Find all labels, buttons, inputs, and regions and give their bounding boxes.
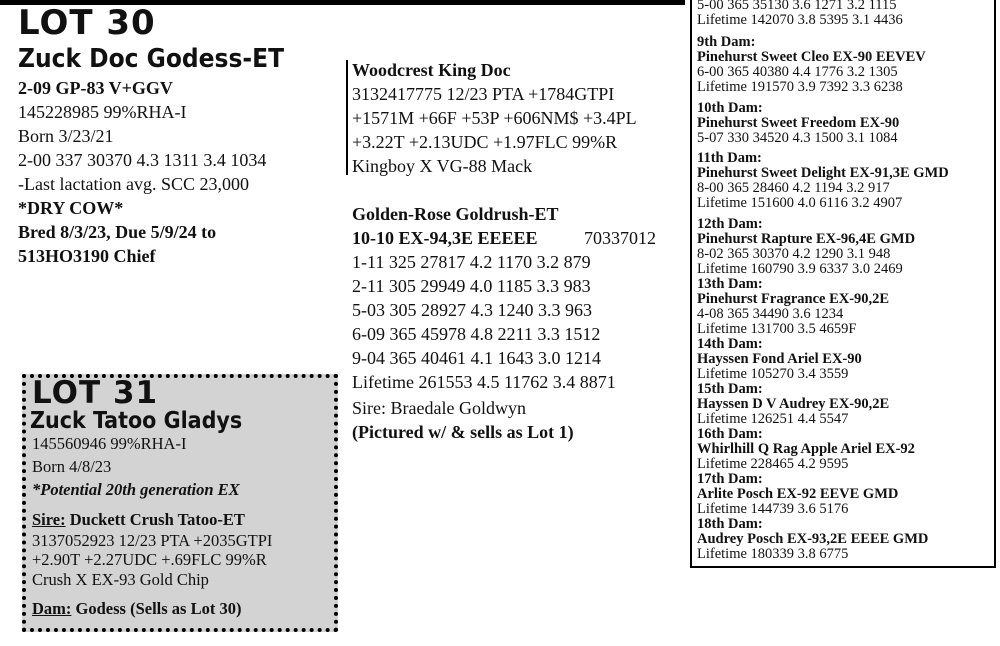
dam-record: 2-11 305 29949 4.0 1185 3.3 983	[352, 276, 591, 296]
pedigree-record: Lifetime 160790 3.9 6337 3.0 2469	[697, 261, 903, 277]
lot-30-registration: 145228985 99%RHA-I	[18, 102, 187, 122]
dam-registration: 70337012	[584, 228, 656, 248]
pedigree-record: 5-00 365 35130 3.6 1271 3.2 1115	[697, 0, 897, 13]
pedigree-record: Lifetime 180339 3.8 6775	[697, 546, 849, 562]
dam-12-label: 12th Dam:	[697, 216, 763, 232]
pedigree-record: Lifetime 105270 3.4 3559	[697, 366, 849, 382]
lot-30-classification: 2-09 GP-83 V+GGV	[18, 78, 173, 98]
lot-30-bred-line-1: Bred 8/3/23, Due 5/9/24 to	[18, 222, 217, 242]
dam-9-label: 9th Dam:	[697, 34, 756, 50]
lot-30-cow-name: Zuck Doc Godess-ET	[18, 44, 285, 74]
dam-record: 1-11 325 27817 4.2 1170 3.2 879	[352, 252, 591, 272]
dam-14-name: Hayssen Fond Ariel EX-90	[697, 351, 862, 367]
sire-line-2: +1571M +66F +53P +606NM$ +3.4PL	[352, 108, 637, 128]
pedigree-record: 6-00 365 40380 4.4 1776 3.2 1305	[697, 64, 898, 80]
pedigree-record: Lifetime 228465 4.2 9595	[697, 456, 849, 472]
pedigree-record: Lifetime 151600 4.0 6116 3.2 4907	[697, 195, 903, 211]
lot-30-scc: -Last lactation avg. SCC 23,000	[18, 174, 249, 194]
lot-31-note: *Potential 20th generation EX	[32, 480, 240, 499]
lot-31-dam-label: Dam:	[32, 599, 72, 618]
dam-11-name: Pinehurst Sweet Delight EX-91,3E GMD	[697, 165, 949, 181]
dam-16-label: 16th Dam:	[697, 426, 763, 442]
lot-31-sire-name: Duckett Crush Tatoo-ET	[65, 510, 245, 529]
pedigree-record: Lifetime 126251 4.4 5547	[697, 411, 849, 427]
dam-17-label: 17th Dam:	[697, 471, 763, 487]
lot-31-sire-label: Sire:	[32, 510, 66, 529]
dam-11-label: 11th Dam:	[697, 150, 762, 166]
dam-15-label: 15th Dam:	[697, 381, 763, 397]
pedigree-record: 4-08 365 34490 3.6 1234	[697, 306, 844, 322]
pedigree-record: Lifetime 142070 3.8 5395 3.1 4436	[697, 12, 903, 28]
sire-line-3: +3.22T +2.13UDC +1.97FLC 99%R	[352, 132, 618, 152]
lot-31-cow-name: Zuck Tatoo Gladys	[30, 408, 243, 434]
dam-10-name: Pinehurst Sweet Freedom EX-90	[697, 115, 900, 131]
lot-31-dam	[32, 598, 241, 620]
lot-30-title: LOT 30	[18, 3, 156, 43]
sire-name: Woodcrest King Doc	[352, 60, 511, 80]
dam-15-name: Hayssen D V Audrey EX-90,2E	[697, 396, 890, 412]
dam-9-name: Pinehurst Sweet Cleo EX-90 EEVEV	[697, 49, 926, 65]
lot-30-bred-line-2: 513HO3190 Chief	[18, 246, 156, 266]
lot-31-born: Born 4/8/23	[32, 457, 112, 476]
dam-classification: 10-10 EX-94,3E EEEEE	[352, 228, 538, 248]
dam-record: 6-09 365 45978 4.8 2211 3.3 1512	[352, 324, 601, 344]
lot-30-born: Born 3/23/21	[18, 126, 114, 146]
dam-12-name: Pinehurst Rapture EX-96,4E GMD	[697, 231, 916, 247]
lot-30-status: *DRY COW*	[18, 198, 124, 218]
dam-13-name: Pinehurst Fragrance EX-90,2E	[697, 291, 890, 307]
pedigree-record: Lifetime 131700 3.5 4659F	[697, 321, 857, 337]
pedigree-record: Lifetime 144739 3.6 5176	[697, 501, 849, 517]
lot-30-record: 2-00 337 30370 4.3 1311 3.4 1034	[18, 150, 267, 170]
sire-line-4: Kingboy X VG-88 Mack	[352, 156, 533, 176]
sire-block-rule	[346, 60, 348, 175]
dam-record: 9-04 365 40461 4.1 1643 3.0 1214	[352, 348, 601, 368]
dam-sire: Sire: Braedale Goldwyn	[352, 398, 526, 418]
lot-31-title: LOT 31	[32, 375, 159, 411]
lot-31-sire-line-2: +2.90T +2.27UDC +.69FLC 99%R	[32, 550, 267, 569]
pedigree-record: 8-00 365 28460 4.2 1194 3.2 917	[697, 180, 890, 196]
dam-name: Golden-Rose Goldrush-ET	[352, 204, 559, 224]
sire-line-1: 3132417775 12/23 PTA +1784GTPI	[352, 84, 615, 104]
lot-31-sire-line-3: Crush X EX-93 Gold Chip	[32, 570, 209, 589]
lot-31-registration: 145560946 99%RHA-I	[32, 434, 187, 453]
pedigree-record: 8-02 365 30370 4.2 1290 3.1 948	[697, 246, 891, 262]
dam-18-name: Audrey Posch EX-93,2E EEEE GMD	[697, 531, 929, 547]
dam-13-label: 13th Dam:	[697, 276, 763, 292]
dam-lifetime: Lifetime 261553 4.5 11762 3.4 8871	[352, 372, 616, 392]
dam-10-label: 10th Dam:	[697, 100, 763, 116]
pedigree-record: 5-07 330 34520 4.3 1500 3.1 1084	[697, 130, 898, 146]
lot-31-dam-name: Godess (Sells as Lot 30)	[71, 599, 242, 618]
dam-17-name: Arlite Posch EX-92 EEVE GMD	[697, 486, 899, 502]
pedigree-record: Lifetime 191570 3.9 7392 3.3 6238	[697, 79, 903, 95]
lot-31-sire	[32, 509, 245, 531]
dam-16-name: Whirlhill Q Rag Apple Ariel EX-92	[697, 441, 915, 457]
dam-note: (Pictured w/ & sells as Lot 1)	[352, 422, 574, 442]
dam-14-label: 14th Dam:	[697, 336, 763, 352]
dam-record: 5-03 305 28927 4.3 1240 3.3 963	[352, 300, 592, 320]
dam-18-label: 18th Dam:	[697, 516, 763, 532]
lot-31-sire-line-1: 3137052923 12/23 PTA +2035GTPI	[32, 531, 273, 550]
